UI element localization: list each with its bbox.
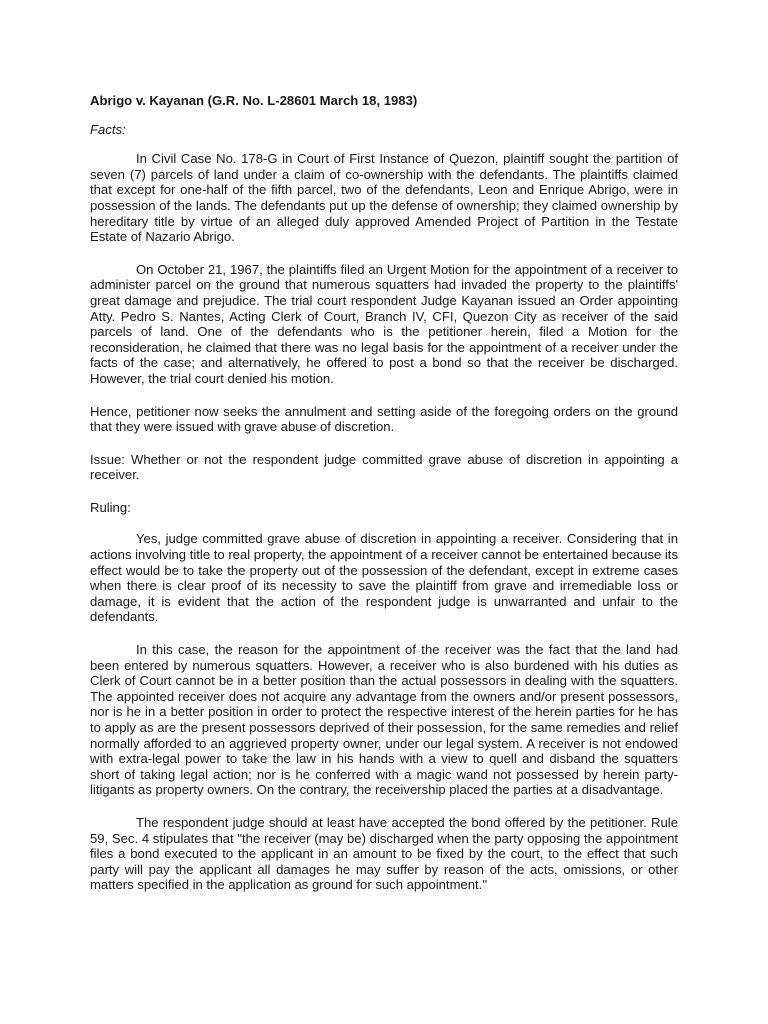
- facts-paragraph-1: In Civil Case No. 178-G in Court of First Instance of Quezon, plaintiff sought the partition of seven (7) parcels of land under a claim of co-ownership with the defendants. The plaintiffs claimed that except for one-half of the fifth parcel, two of the defendants, Leon and Enrique Abrigo, were in possession of the lands. The defendants put up the defense of ownership; they claimed ownership by hereditary title by virtue of an alleged duly approved Amended Project of Partition in the Testate Estate of Nazario Abrigo.: [90, 151, 678, 245]
- ruling-paragraph-1: Yes, judge committed grave abuse of discretion in appointing a receiver. Considering that in actions involving title to real property, the appointment of a receiver cannot be entertained because its effect would be to take the property out of the possession of the defendant, except in extreme cases when there is clear proof of its necessity to save the plaintiff from grave and irremediable loss or damage, it is evident that the action of the respondent judge is unwarranted and unfair to the defendants.: [90, 531, 678, 625]
- case-title: Abrigo v. Kayanan (G.R. No. L-28601 March 18, 1983): [90, 93, 418, 108]
- issue-paragraph: Issue: Whether or not the respondent judge committed grave abuse of discretion in appointing a receiver.: [90, 451, 678, 483]
- facts-heading: Facts:: [90, 121, 126, 137]
- document-body: [90, 93, 678, 910]
- facts-paragraph-3: Hence, petitioner now seeks the annulment and setting aside of the foregoing orders on the ground that they were issued with grave abuse of discretion.: [90, 403, 678, 435]
- ruling-paragraph-2: In this case, the reason for the appointment of the receiver was the fact that the land had been entered by numerous squatters. However, a receiver who is also burdened with his duties as Clerk of Court cannot be in a better position than the actual possessors in dealing with the squatters. The appointed receiver does not acquire any advantage from the owners and/or present possessors, nor is he in a better position in order to protect the respective interest of the herein parties for he has to apply as are the present possessors deprived of their possession, for the same remedies and relief normally afforded to an aggrieved property owner, under our legal system. A receiver is not endowed with extra-legal power to take the law in his hands with a view to quell and disband the squatters short of taking legal action; nor is he conferred with a magic wand not possessed by herein party-litigants as property owners. On the contrary, the receivership placed the parties at a disadvantage.: [90, 642, 678, 798]
- facts-paragraph-2: On October 21, 1967, the plaintiffs filed an Urgent Motion for the appointment of a receiver to administer parcel on the ground that numerous squatters had invaded the property to the plaintiffs' great damage and prejudice. The trial court respondent Judge Kayanan issued an Order appointing Atty. Pedro S. Nantes, Acting Clerk of Court, Branch IV, CFI, Quezon City as receiver of the said parcels of land. One of the defendants who is the petitioner herein, filed a Motion for the reconsideration, he claimed that there was no legal basis for the appointment of a receiver under the facts of the case; and alternatively, he offered to post a bond so that the receiver be discharged. However, the trial court denied his motion.: [90, 261, 678, 386]
- ruling-paragraph-3: The respondent judge should at least have accepted the bond offered by the petitioner. Rule 59, Sec. 4 stipulates that "the receiver (may be) discharged when the party opposing the appointment files a bond executed to the applicant in an amount to be fixed by the court, to the effect that such party will pay the applicant all damages he may suffer by reason of the acts, omissions, or other matters specified in the application as ground for such appointment.": [90, 814, 678, 893]
- ruling-heading: Ruling:: [90, 499, 131, 515]
